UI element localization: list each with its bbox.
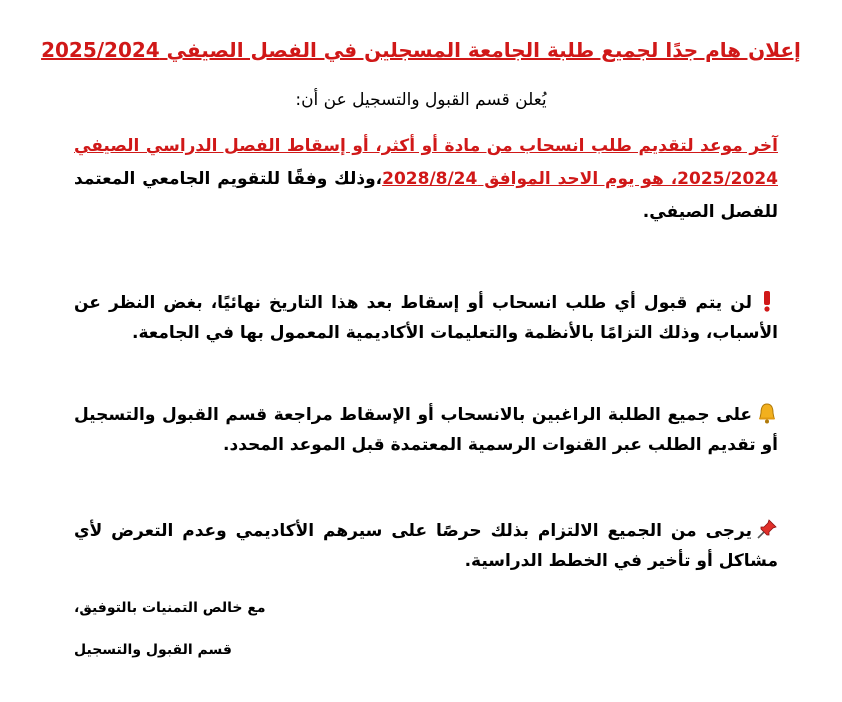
notice-paragraph-3 <box>74 516 778 576</box>
notice-text-3: يرجى من الجميع الالتزام بذلك حرصًا على سيرهم الأكاديمي وعدم التعرض لأي مشاكل أو تأخير في الخطط الدراسية. <box>74 521 778 571</box>
intro-line: يُعلن قسم القبول والتسجيل عن أن: <box>295 90 547 110</box>
closing-wishes: مع خالص التمنيات بالتوفيق، <box>74 600 266 616</box>
notice-paragraph-2 <box>74 400 778 460</box>
announcement-title: إعلان هام جدًا لجميع طلبة الجامعة المسجلين في الفصل الصيفي 2025/2024 <box>41 38 801 62</box>
bell-icon <box>756 402 778 424</box>
signature: قسم القبول والتسجيل <box>74 642 232 658</box>
deadline-rest: ،وذلك وفقًا للتقويم الجامعي المعتمد للفصل الصيفي. <box>74 169 778 222</box>
deadline-highlight: آخر موعد لتقديم طلب انسحاب من مادة أو أكثر، أو إسقاط الفصل الدراسي الصيفي 2025/2024، هو يوم الاحد الموافق 2028/8/24 <box>74 136 778 189</box>
notice-text-2: على جميع الطلبة الراغبين بالانسحاب أو الإسقاط مراجعة قسم القبول والتسجيل أو تقديم الطلب عبر القنوات الرسمية المعتمدة قبل الموعد المحدد. <box>74 405 778 455</box>
deadline-paragraph <box>74 130 778 229</box>
pushpin-icon <box>756 518 778 540</box>
notice-paragraph-1 <box>74 288 778 348</box>
exclamation-icon <box>756 290 778 312</box>
notice-text-1: لن يتم قبول أي طلب انسحاب أو إسقاط بعد هذا التاريخ نهائيًا، بغض النظر عن الأسباب، وذلك التزامًا بالأنظمة والتعليمات الأكاديمية المعمول بها في الجامعة. <box>74 293 778 343</box>
